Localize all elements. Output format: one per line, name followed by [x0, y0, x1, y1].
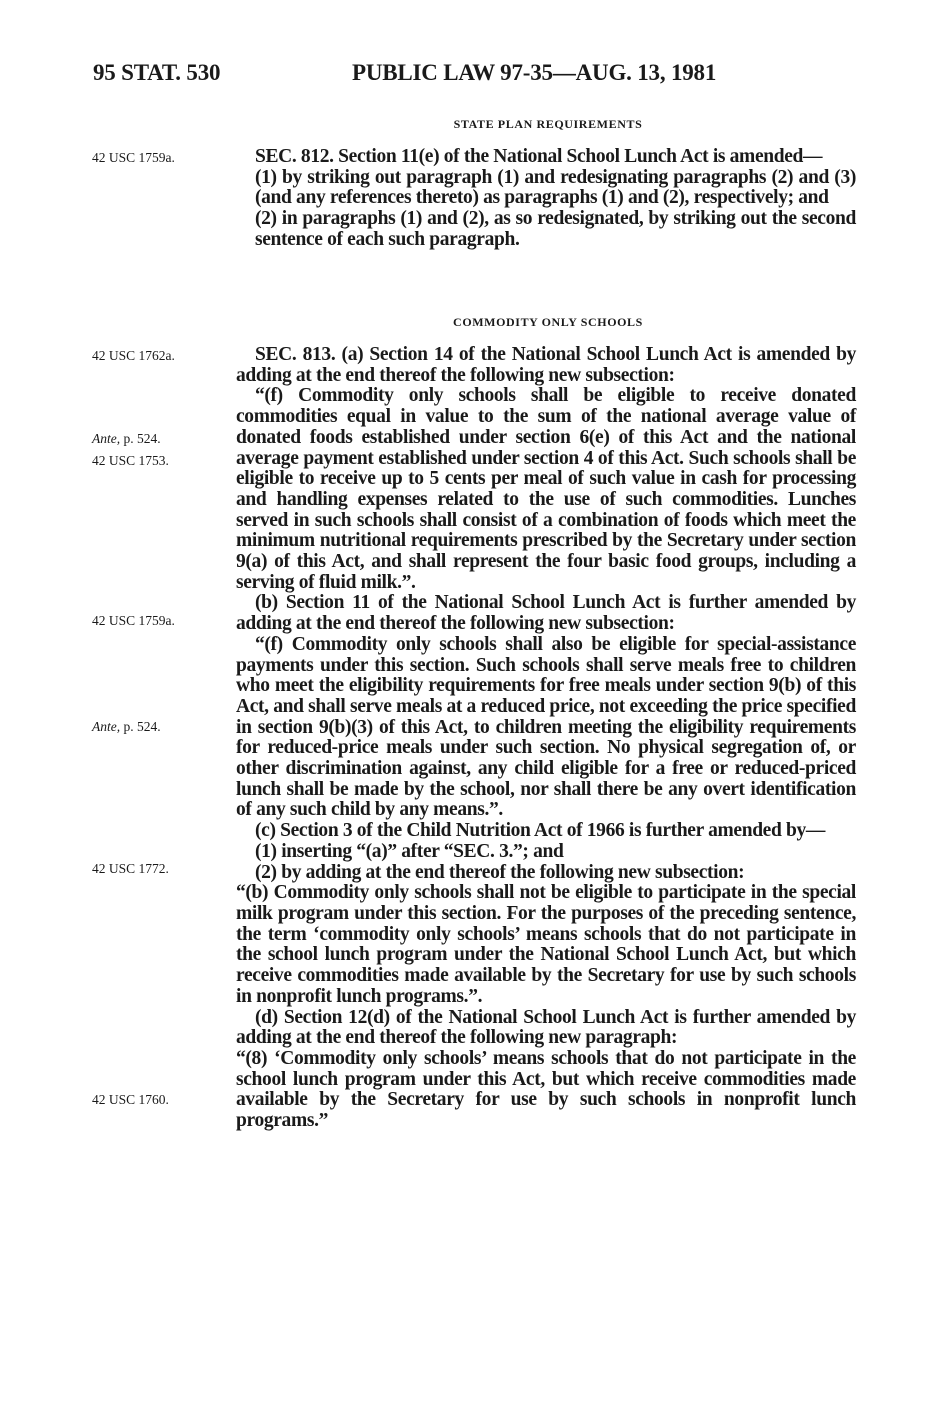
margin-note-4: 42 USC 1753.	[92, 453, 169, 468]
page-running-title: PUBLIC LAW 97-35—AUG. 13, 1981	[352, 60, 717, 85]
margin-note-2: 42 USC 1762a.	[92, 348, 175, 363]
margin-note-5: 42 USC 1759a.	[92, 613, 175, 628]
sec-813-block	[236, 345, 856, 1132]
sec-813-d-lead: (d) Section 12(d) of the National School Lunch Act is further amended by adding at the end thereof the following new paragraph:	[236, 1006, 856, 1049]
sec-812-lead: SEC. 812. Section 11(e) of the National School Lunch Act is amended—	[255, 146, 823, 167]
sec-813-d-quote: “(8) ‘Commodity only schools’ means schools that do not participate in the school lunch program under this Act, but which receive commodities made available by the Secretary for use by such schools in nonprofit lunch programs.”	[236, 1047, 856, 1132]
sec-813-c-item-2: (2) by adding at the end thereof the following new subsection:	[255, 861, 745, 883]
sec-813-c-lead: (c) Section 3 of the Child Nutrition Act of 1966 is further amended by—	[255, 820, 826, 842]
sec-813-a-quote: “(f) Commodity only schools shall be eligible to receive donated commodities equal in value to the sum of the national average value of donated foods established under section 6(e) of this Act and the national average payment established under section 4 of this Act. Such schools shall be eligible to receive up to 5 cents per meal of such value in cash for processing and handling expenses related to the use of such commodities. Lunches served in such schools shall consist of a combination of foods which meet the minimum nutritional requirements prescribed by the Secretary under section 9(a) of this Act, and shall represent the four basic food groups, including a serving of fluid milk.”.	[236, 385, 856, 593]
sec-812-item-1: (1) by striking out paragraph (1) and redesignating paragraphs (2) and (3) (and any references thereto) as paragraphs (1) and (2), respectively; and	[255, 166, 856, 209]
page-citation: 95 STAT. 530	[93, 60, 221, 85]
sec-813-c-item-1: (1) inserting “(a)” after “SEC. 3.”; and	[255, 840, 564, 862]
sec-813-b-lead: (b) Section 11 of the National School Lunch Act is further amended by adding at the end thereof the following new subsection:	[236, 592, 856, 635]
sec-812-item-2: (2) in paragraphs (1) and (2), as so redesignated, by striking out the second sentence of each such paragraph.	[255, 208, 856, 250]
sec-813-b-quote: “(f) Commodity only schools shall also be eligible for special-assistance payments under this section. Such schools shall serve meals free to children who meet the eligibility requirements for free meals under section 9(b) of this Act, and shall serve meals at a reduced price, not exceeding the price specified in section 9(b)(3) of this Act, to children meeting the eligibility requirements for reduced-price meals under such section. No physical segregation of, or other discrimination against, any child eligible for a free or reduced-priced lunch shall be made by the school, nor shall there be any overt identification of any such child by any means.”.	[236, 633, 856, 821]
margin-note-1: 42 USC 1759a.	[92, 150, 175, 165]
sec-813-a-lead: SEC. 813. (a) Section 14 of the National School Lunch Act is amended by adding at the end thereof the following new subsection:	[236, 344, 856, 386]
sec-812-block	[236, 147, 856, 251]
section-heading-commodity: COMMODITY ONLY SCHOOLS	[453, 315, 643, 329]
margin-note-8: 42 USC 1760.	[92, 1092, 169, 1107]
sec-813-c-quote: “(b) Commodity only schools shall not be eligible to participate in the special milk program under this section. For the purposes of the preceding sentence, the term ‘commodity only schools’ means schools that do not participate in the school lunch program under the National School Lunch Act, but which receive commodities made available by the Secretary for use by such schools in nonprofit lunch programs.”.	[236, 882, 856, 1007]
margin-note-7: 42 USC 1772.	[92, 861, 169, 876]
section-heading-state-plan: STATE PLAN REQUIREMENTS	[453, 117, 643, 131]
margin-note-6: Ante, p. 524.	[92, 719, 161, 734]
margin-note-3: Ante, p. 524.	[92, 431, 161, 446]
